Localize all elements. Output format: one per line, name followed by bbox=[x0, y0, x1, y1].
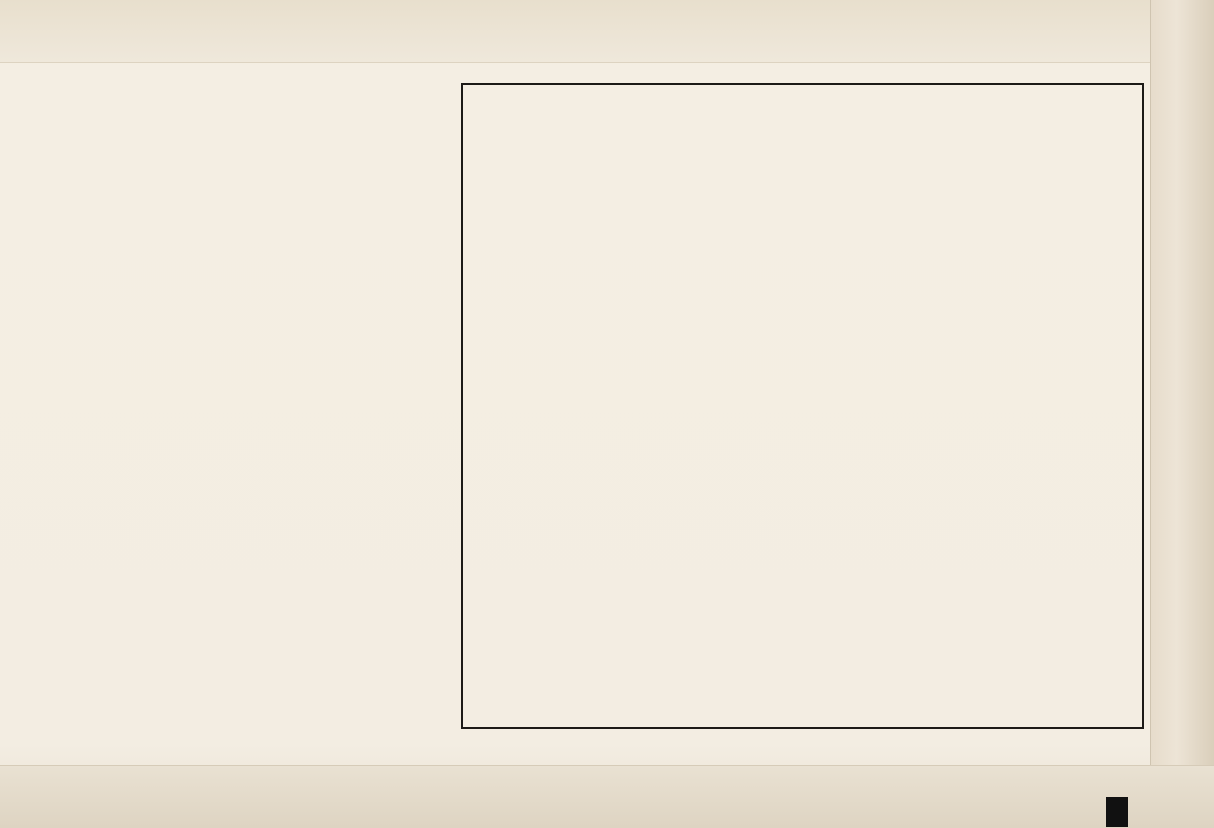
right-flap bbox=[1150, 0, 1214, 827]
black-mark bbox=[1106, 797, 1128, 827]
bottom-flap bbox=[0, 765, 1214, 828]
pattern-pieces bbox=[40, 398, 440, 718]
top-fold bbox=[0, 0, 1214, 63]
description bbox=[40, 86, 410, 94]
yardage-table bbox=[461, 83, 1144, 729]
